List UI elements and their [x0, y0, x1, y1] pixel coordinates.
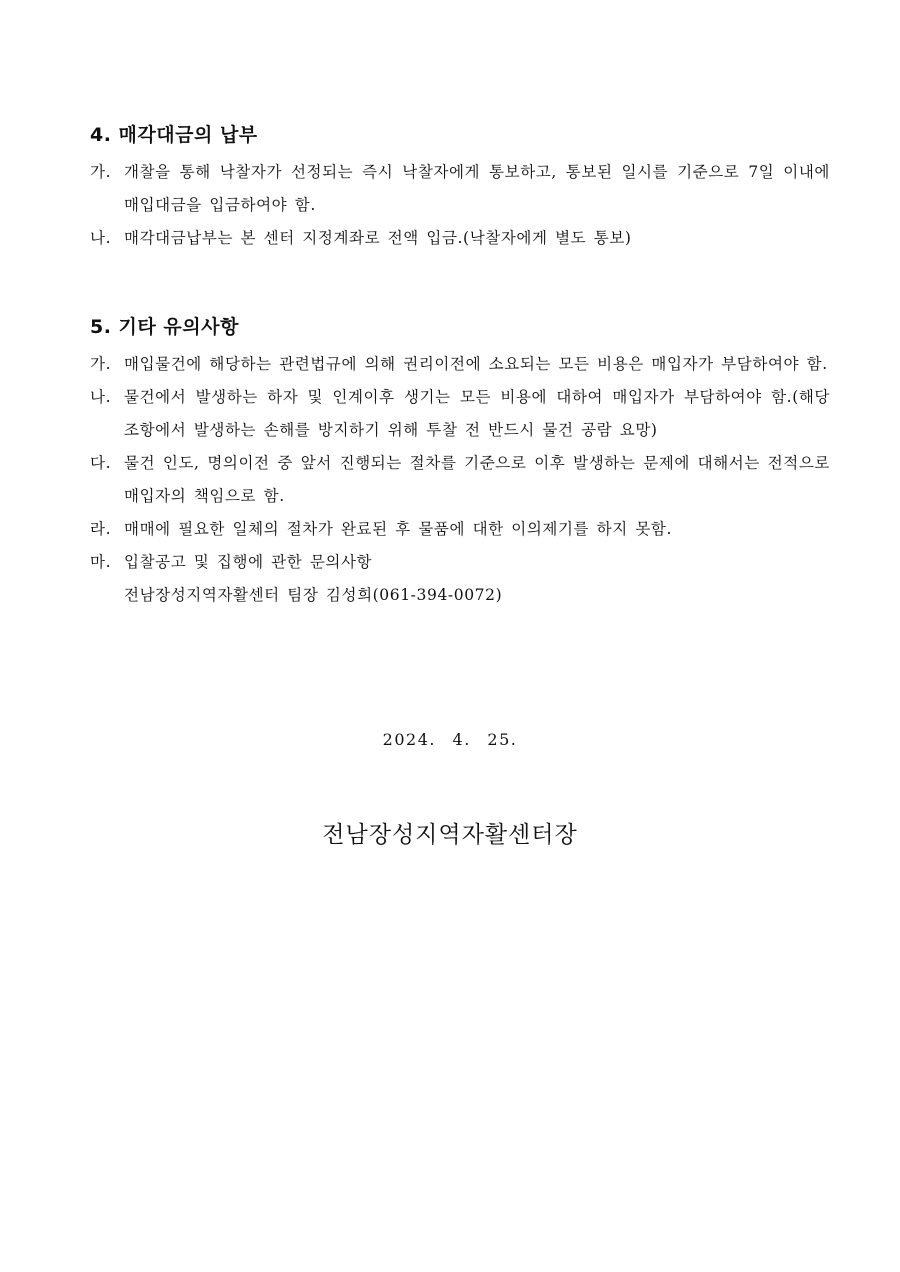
- list-item-text: 매각대금납부는 본 센터 지정계좌로 전액 입금.(낙찰자에게 별도 통보): [124, 229, 632, 247]
- list-item: [90, 513, 830, 546]
- list-marker: 가.: [90, 355, 112, 373]
- list-item: [90, 348, 830, 381]
- list-marker: 마.: [90, 553, 112, 571]
- list-item: [90, 222, 830, 255]
- list-marker: 나.: [90, 229, 112, 247]
- list-marker: 나.: [90, 388, 112, 406]
- list-marker: 가.: [90, 163, 112, 181]
- document-date: 2024. 4. 25.: [382, 730, 518, 749]
- section-heading-payment: 4. 매각대금의 납부: [90, 124, 258, 146]
- section-notes: [90, 314, 830, 612]
- list-item: [90, 447, 830, 513]
- list-item-text: 물건 인도, 명의이전 중 앞서 진행되는 절차를 기준으로 이후 발생하는 문제에 대해서는 전적으로 매입자의 책임으로 함.: [124, 454, 830, 505]
- list-item-text: 매매에 필요한 일체의 절차가 완료된 후 물품에 대한 이의제기를 하지 못함.: [124, 520, 672, 538]
- list-marker: 라.: [90, 520, 112, 538]
- section-heading-notes: 5. 기타 유의사항: [90, 316, 239, 338]
- list-item: [90, 156, 830, 222]
- list-item-text: 개찰을 통해 낙찰자가 선정되는 즉시 낙찰자에게 통보하고, 통보된 일시를 기준으로 7일 이내에 매입대금을 입금하여야 함.: [124, 163, 830, 214]
- list-marker: 다.: [90, 454, 112, 472]
- list-item: [90, 546, 830, 612]
- list-item: [90, 381, 830, 447]
- list-item-text: 물건에서 발생하는 하자 및 인계이후 생기는 모든 비용에 대하여 매입자가 부담하여야 함.(해당 조항에서 발생하는 손해를 방지하기 위해 투찰 전 반드시 물건 공람 요망): [124, 388, 830, 439]
- signer-name: 전남장성지역자활센터장: [322, 822, 578, 848]
- list-item-text: 매입물건에 해당하는 관련법규에 의해 권리이전에 소요되는 모든 비용은 매입자가 부담하여야 함.: [124, 355, 828, 373]
- section-payment: [90, 122, 830, 255]
- contact-info: 전남장성지역자활센터 팀장 김성희(061-394-0072): [124, 586, 503, 604]
- list-item-text: 입찰공고 및 집행에 관한 문의사항: [124, 553, 373, 571]
